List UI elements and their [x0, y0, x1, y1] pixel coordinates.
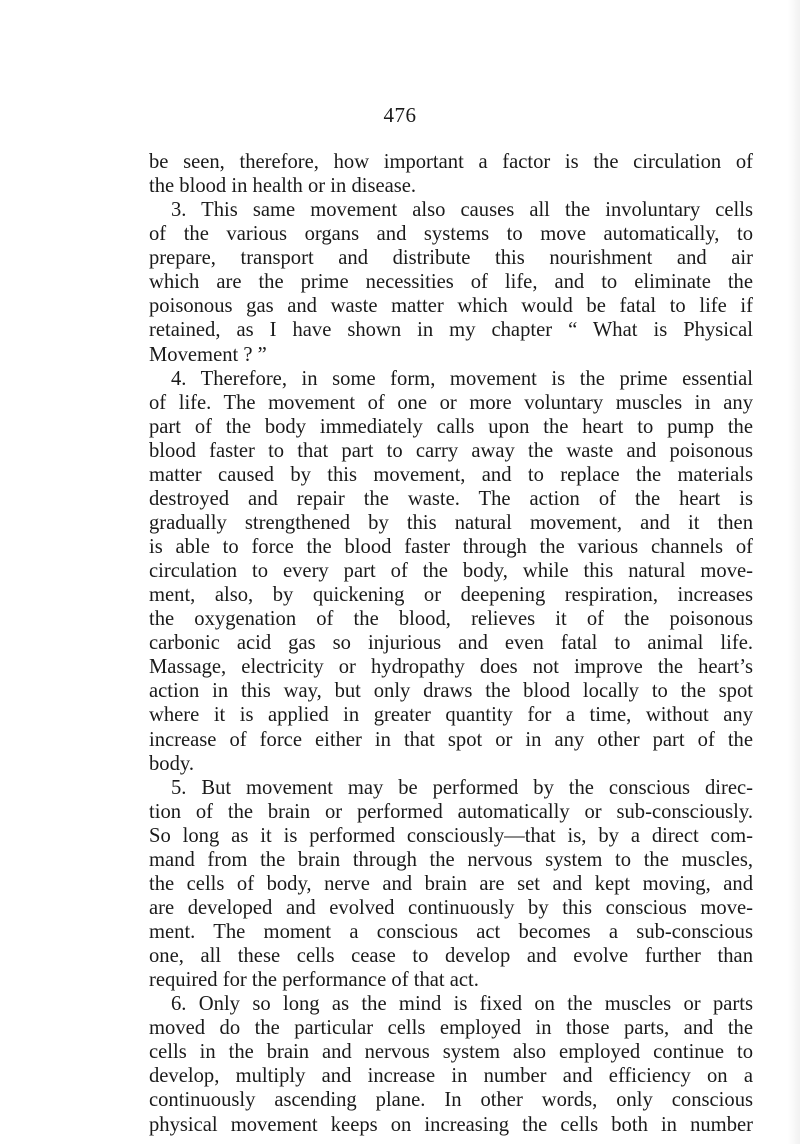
text-line: the blood in health or in disease. — [149, 175, 417, 198]
text-line: moved do the particular cells employed in those parts, and the — [149, 1017, 753, 1040]
text-line: ment. The moment a conscious act becomes a sub-conscious — [149, 921, 753, 943]
text-line: continuously ascending plane. In other words, only conscious — [149, 1089, 753, 1112]
page-number: 476 — [383, 103, 417, 127]
text-line: So long as it is performed consciously—that is, by a direct com- — [149, 824, 753, 847]
text-line: develop, multiply and increase in number and efficiency on a — [149, 1065, 753, 1088]
text-line: one, all these cells cease to develop and evolve further than — [149, 945, 753, 968]
text-line: mand from the brain through the nervous system to the muscles, — [149, 848, 753, 871]
text-line: matter caused by this movement, and to replace the materials — [149, 463, 753, 486]
text-line: is able to force the blood faster through the various channels of — [149, 536, 753, 558]
text-line: body. — [149, 752, 194, 775]
text-line: where it is applied in greater quantity for a time, without any — [149, 704, 753, 727]
text-line: be seen, therefore, how important a factor is the circulation of — [149, 151, 753, 173]
text-line: the cells of body, nerve and brain are set and kept moving, and — [149, 872, 753, 895]
text-line: poisonous gas and waste matter which would be fatal to life if — [149, 295, 753, 318]
text-line: cells in the brain and nervous system also employed continue to — [149, 1041, 753, 1064]
text-line: Movement ? ” — [149, 343, 267, 366]
body-text — [149, 150, 753, 1137]
text-line: action in this way, but only draws the blood locally to the spot — [149, 680, 753, 703]
text-line: 5. But movement may be performed by the conscious direc- — [171, 776, 753, 799]
text-line: required for the performance of that act. — [149, 969, 479, 992]
text-line: of the various organs and systems to move automatically, to — [149, 223, 753, 246]
text-line: ment, also, by quickening or deepening respiration, increases — [149, 584, 753, 607]
text-line: gradually strengthened by this natural movement, and it then — [149, 511, 753, 534]
text-line: tion of the brain or performed automatically or sub-consciously. — [149, 800, 753, 823]
text-line: retained, as I have shown in my chapter “ What is Physical — [149, 319, 753, 342]
text-line: prepare, transport and distribute this nourishment and air — [149, 247, 753, 270]
text-line: destroyed and repair the waste. The action of the heart is — [149, 487, 753, 510]
text-line: which are the prime necessities of life, and to eliminate the — [149, 271, 753, 294]
text-line: of life. The movement of one or more voluntary muscles in any — [149, 391, 753, 414]
text-line: circulation to every part of the body, while this natural move- — [149, 560, 753, 583]
text-line: carbonic acid gas so injurious and even fatal to animal life. — [149, 632, 753, 655]
text-line: are developed and evolved continuously by this conscious move- — [149, 896, 753, 919]
text-line: the oxygenation of the blood, relieves it of the poisonous — [149, 608, 753, 631]
text-line: part of the body immediately calls upon the heart to pump the — [149, 415, 753, 438]
text-line: 3. This same movement also causes all the involuntary cells — [171, 199, 753, 222]
text-line: Massage, electricity or hydropathy does not improve the heart’s — [149, 656, 753, 679]
text-line: increase of force either in that spot or in any other part of the — [149, 728, 753, 751]
page-edge-shadow — [788, 0, 800, 1144]
text-line: physical movement keeps on increasing the cells both in number — [149, 1113, 753, 1136]
text-line: 6. Only so long as the mind is fixed on the muscles or parts — [171, 993, 753, 1016]
text-line: blood faster to that part to carry away the waste and poisonous — [149, 439, 753, 462]
text-line: 4. Therefore, in some form, movement is the prime essential — [171, 367, 753, 390]
